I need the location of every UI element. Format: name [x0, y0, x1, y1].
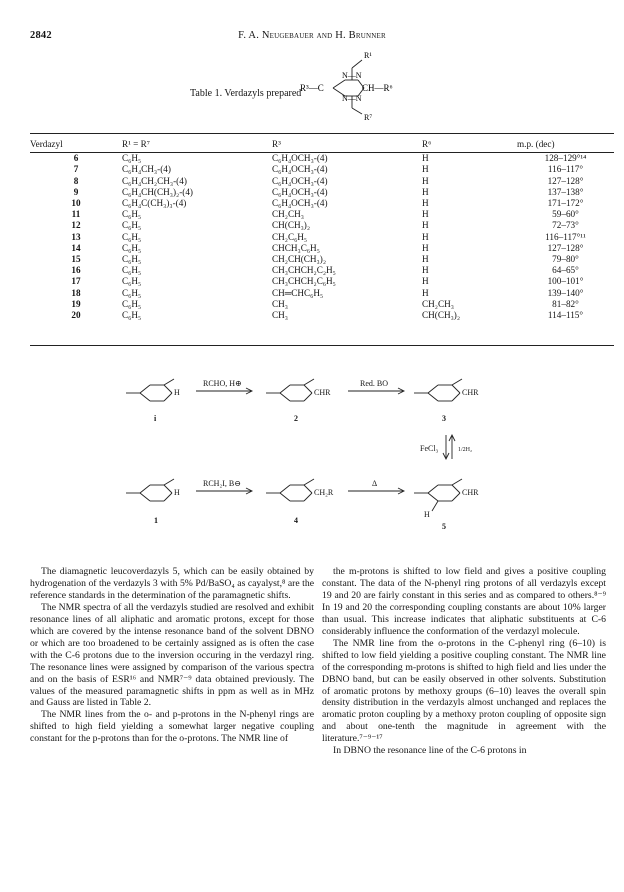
- table-cell: 100–101°: [547, 276, 584, 287]
- table-cell: C₆H₅: [122, 287, 142, 298]
- table-cell: H: [422, 276, 429, 287]
- svg-text:CH—R⁶: CH—R⁶: [362, 83, 393, 93]
- substituent-label: H: [424, 510, 430, 519]
- table-row: [30, 243, 614, 254]
- reagent-label: FeCl₃: [420, 444, 439, 453]
- compound-label: 4: [294, 516, 298, 525]
- svg-text:R⁷: R⁷: [364, 113, 373, 122]
- table-cell: C₆H₄CH₃-(4): [122, 164, 171, 175]
- table-cell: C₆H₅: [122, 209, 142, 220]
- substituent-label: H: [174, 388, 180, 397]
- table-cell: CH₂C₆H₅: [272, 231, 308, 242]
- table-header-cell: Verdazyl: [30, 139, 63, 149]
- table-cell: 72–73°: [552, 220, 579, 231]
- verdazyl-number: 12: [71, 220, 81, 231]
- table-cell: 79–80°: [552, 254, 579, 265]
- table-cell: CH(CH₃)₂: [272, 220, 311, 231]
- compound-label: 1: [154, 516, 158, 525]
- substituent-label: CHR: [462, 488, 479, 497]
- table-cell: CH₂CH₃: [422, 298, 454, 309]
- table-cell: C₆H₄OCH₃-(4): [272, 175, 328, 186]
- body-paragraph: The NMR lines from the o- and p-protons in the N-phenyl rings are shifted to high field yielding a somewhat larger negative coupling constant for the p-protons than for the o-protons. The NMR line of: [30, 709, 314, 745]
- substituent-label: CHR: [462, 388, 479, 397]
- table-cell: C₆H₄CH₂CH₃-(4): [122, 175, 187, 186]
- reagent-label: RCH₂I, B⊖: [203, 479, 241, 488]
- table-cell: 127–128°: [547, 175, 584, 186]
- table-cell: 139–140°: [547, 287, 584, 298]
- body-paragraph: The NMR line from the o-protons in the C-phenyl ring (6–10) is shifted to low field yielding a positive coupling constant. The NMR line of the corresponding m-protons is shifted to high field and lies under the DBNO band, but can be easily observed in other solvents. Substitution of aromatic protons by methoxy groups (6–10) leaves the overall spin density distribution in the verdazyls almost unchanged and replaces the aromatic proton coupling by a methoxy proton coupling of opposite sign and about one-tenth the magnitude in agreement with the literature.⁷⁻⁹⁻¹⁷: [322, 637, 606, 745]
- compound-label: i: [154, 414, 157, 423]
- svg-text:N—N: N—N: [342, 71, 362, 80]
- verdazyl-number: 18: [71, 287, 81, 298]
- table-cell: C₆H₄OCH₃-(4): [272, 164, 328, 175]
- verdazyl-number: 7: [73, 164, 79, 175]
- reagent-label: 1/2H₂: [458, 447, 473, 453]
- table-cell: CH₃CHCH₂C₆H₅: [272, 276, 336, 287]
- table-header-cell: R³: [272, 139, 281, 149]
- body-column-right: [322, 566, 606, 757]
- table-row: [30, 176, 614, 187]
- table-row: [30, 299, 614, 310]
- running-header-authors: F. A. Neugebauer and H. Brunner: [238, 30, 386, 41]
- table-row: [30, 198, 614, 209]
- table-cell: C₆H₄OCH₃-(4): [272, 153, 328, 164]
- reagent-label: Δ: [372, 479, 378, 488]
- substituent-label: H: [174, 488, 180, 497]
- table-cell: C₆H₅: [122, 265, 142, 276]
- verdazyl-number: 17: [71, 276, 81, 287]
- body-paragraph: In DBNO the resonance line of the C-6 protons in: [333, 745, 527, 757]
- table-cell: H: [422, 175, 429, 186]
- verdazyl-number: 13: [71, 231, 81, 242]
- table-row: [30, 310, 614, 321]
- table-cell: 81–82°: [552, 298, 579, 309]
- table-cell: H: [422, 220, 429, 231]
- verdazyl-number: 9: [73, 186, 79, 197]
- table-row: [30, 209, 614, 220]
- verdazyl-number: 19: [71, 298, 81, 309]
- body-paragraph: the m-protons is shifted to low field and gives a positive coupling constant. The data of the N-phenyl ring protons of all verdazyls except 19 and 20 are fairly constant in this series and as compared to others.⁸⁻⁹ In 19 and 20 the corresponding coupling constants are about 10% larger than usual. This increase indicates that aliphatic substituents at C-6 considerably influence the conformation of the verdazyl molecule.: [322, 566, 606, 637]
- table-cell: 116–117°¹¹: [545, 231, 586, 242]
- compound-label: 2: [294, 414, 298, 423]
- table-cell: C₆H₄OCH₃-(4): [272, 186, 328, 197]
- table-cell: H: [422, 153, 429, 164]
- verdazyl-number: 6: [73, 153, 79, 164]
- table-cell: C₆H₅: [122, 242, 142, 253]
- verdazyl-number: 10: [71, 198, 81, 209]
- table-cell: H: [422, 231, 429, 242]
- table-cell: CH═CHC₆H₅: [272, 287, 324, 298]
- substituent-label: CHR: [314, 388, 331, 397]
- table-row: [30, 265, 614, 276]
- table-header-cell: R⁶: [422, 139, 432, 149]
- table-cell: CH₂CH(CH₃)₂: [272, 254, 327, 265]
- table-cell: CH₃: [272, 310, 288, 321]
- table-cell: C₆H₅: [122, 276, 142, 287]
- table-caption: Table 1. Verdazyls prepared: [190, 88, 302, 99]
- table-cell: CHCH₃C₆H₅: [272, 242, 320, 253]
- table-cell: 127–128°: [547, 242, 584, 253]
- table-cell: CH(CH₃)₂: [422, 310, 461, 321]
- table-row: [30, 164, 614, 175]
- verdazyl-table: [30, 137, 614, 321]
- table-cell: 128–129°¹⁴: [544, 153, 587, 164]
- table-cell: CH₃CHCH₂C₂H₅: [272, 265, 336, 276]
- table-cell: C₆H₅: [122, 231, 142, 242]
- table-row: [30, 288, 614, 299]
- table-cell: H: [422, 287, 429, 298]
- table-header-cell: m.p. (dec): [517, 139, 555, 149]
- table-cell: H: [422, 164, 429, 175]
- table-cell: C₆H₅: [122, 310, 142, 321]
- body-column-left: [30, 566, 314, 745]
- table-cell: CH₂CH₃: [272, 209, 304, 220]
- page-number: 2842: [30, 30, 52, 41]
- table-cell: 64–65°: [552, 265, 579, 276]
- table-cell: C₆H₄CH(CH₃)₂-(4): [122, 186, 193, 197]
- table-cell: H: [422, 242, 429, 253]
- table-row: [30, 187, 614, 198]
- body-paragraph: The diamagnetic leucoverdazyls 5, which can be easily obtained by hydrogenation of the verdazyls 3 with 5% Pd/BaSO₄ as cayalyst,⁸ are the reference standards in the determination of the paramagnetic shifts.: [30, 566, 314, 601]
- table-cell: 171–172°: [547, 198, 584, 209]
- substituent-label: CH₂R: [314, 488, 334, 497]
- body-paragraph: The NMR spectra of all the verdazyls studied are resolved and exhibit resonance lines of all aliphatic and aromatic protons, except for those which are covered by the intense resonance band of the solvent DBNO or which are too broadened to be certainly assigned as is often the case with the C-6 protons due to the inversion occuring in the verdazyl ring. The resonance lines were assigned by comparison of the various spectra and on the basis of ESR¹⁶ and NMR⁷⁻⁹ data obtained previously. The values of the measured paramagnetic shifts in ppm as well as in MHz and Gauss are listed in Table 2.: [30, 601, 314, 709]
- table-cell: 59–60°: [552, 209, 579, 220]
- table-cell: C₆H₄C(CH₃)₃-(4): [122, 198, 187, 209]
- table-row: [30, 232, 614, 243]
- table-cell: C₆H₅: [122, 298, 142, 309]
- table-row: [30, 254, 614, 265]
- verdazyl-number: 20: [71, 310, 81, 321]
- table-cell: C₆H₄OCH₃-(4): [272, 198, 328, 209]
- table-cell: H: [422, 198, 429, 209]
- svg-text:R¹: R¹: [364, 51, 372, 60]
- reagent-label: Red. BO: [360, 379, 388, 388]
- table-cell: C₆H₅: [122, 220, 142, 231]
- verdazyl-number: 8: [73, 175, 79, 186]
- verdazyl-general-structure: [0, 0, 624, 150]
- table-row: [30, 153, 614, 164]
- table-cell: H: [422, 265, 429, 276]
- reagent-label: RCHO, H⊕: [203, 379, 242, 388]
- compound-label: 3: [442, 414, 446, 423]
- table-cell: 114–115°: [547, 310, 584, 321]
- verdazyl-number: 15: [71, 254, 81, 265]
- svg-text:R³—C: R³—C: [300, 83, 324, 93]
- svg-text:N—N: N—N: [342, 94, 362, 103]
- verdazyl-number: 16: [71, 265, 81, 276]
- table-cell: CH₃: [272, 298, 288, 309]
- compound-label: 5: [442, 522, 446, 531]
- table-cell: H: [422, 186, 429, 197]
- verdazyl-number: 14: [71, 242, 81, 253]
- table-cell: C₆H₅: [122, 254, 142, 265]
- table-cell: 116–117°: [547, 164, 584, 175]
- table-cell: H: [422, 209, 429, 220]
- table-row: [30, 220, 614, 231]
- table-cell: C₆H₅: [122, 153, 142, 164]
- verdazyl-number: 11: [71, 209, 81, 220]
- table-cell: 137–138°: [547, 186, 584, 197]
- reaction-scheme: [0, 355, 624, 555]
- table-row: [30, 276, 614, 287]
- table-cell: H: [422, 254, 429, 265]
- table-header-cell: R¹ = R⁷: [122, 139, 150, 149]
